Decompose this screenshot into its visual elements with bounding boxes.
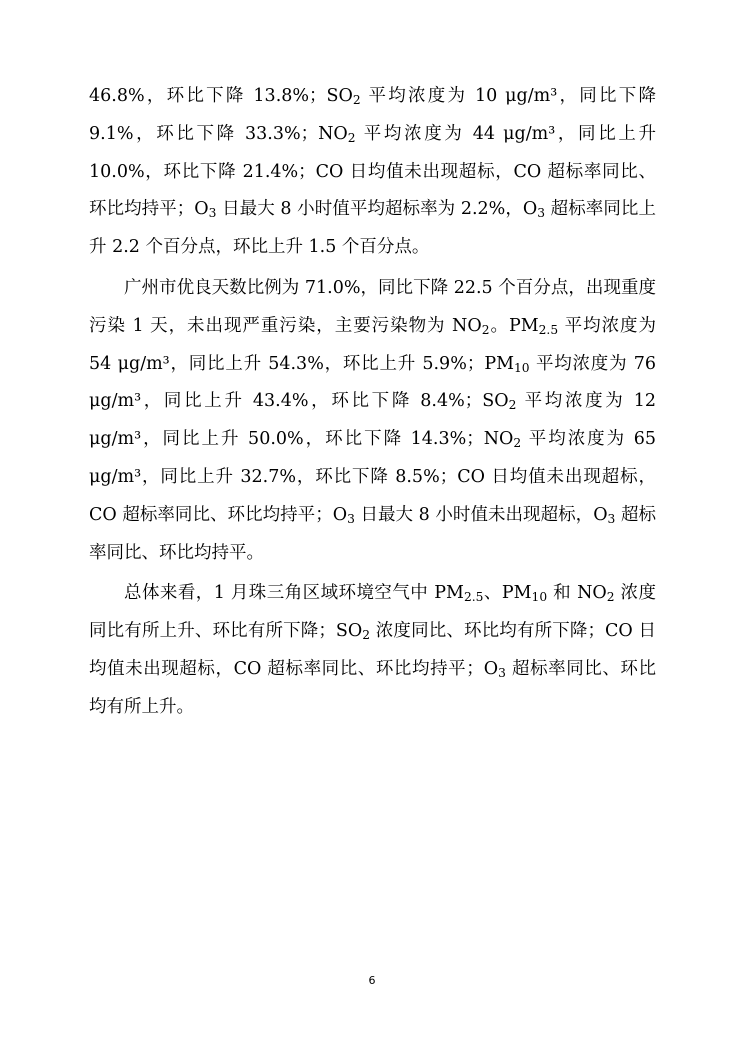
subscript: 2 xyxy=(481,322,490,337)
text-run: 46.8%，环比下降 13.8%；SO xyxy=(89,86,353,106)
text-run: 平均浓度为 44 μg/m³，同比上升 10.0%，环比下降 21.4%；CO 日均值未出现超标，CO 超标率同比、环比均持平；O xyxy=(89,123,656,220)
subscript: 10 xyxy=(514,360,530,375)
subscript: 2.5 xyxy=(538,322,559,337)
page-number: 6 xyxy=(368,974,376,987)
text-run: 日最大 8 小时值未出现超标，O xyxy=(354,504,608,525)
subscript: 2 xyxy=(362,628,371,643)
text-run: 、PM xyxy=(483,583,532,604)
text-run: 平均浓度为 65 μg/m³，同比上升 32.7%，环比下降 8.5%；CO 日均值未出现超标，CO 超标率同比、环比均持平；O xyxy=(89,429,656,525)
paragraph-1 xyxy=(89,78,656,267)
subscript: 2.5 xyxy=(463,590,484,605)
subscript: 2 xyxy=(513,436,522,451)
text-run: 总体来看，1 月珠三角区域环境空气中 PM xyxy=(124,583,464,604)
text-run: 浓度同比有所上升、环比有所下降；SO xyxy=(89,583,656,642)
text-run: 浓度同比、环比均有所下降；CO 日均值未出现超标，CO 超标率同比、环比均持平；O xyxy=(89,621,656,679)
subscript: 2 xyxy=(352,93,361,108)
subscript: 2 xyxy=(347,130,356,145)
text-run: 日最大 8 小时值平均超标率为 2.2%，O xyxy=(216,199,538,220)
subscript: 3 xyxy=(208,206,217,221)
page-body xyxy=(89,78,656,730)
paragraph-2 xyxy=(89,270,656,572)
text-run: 平均浓度为 54 μg/m³，同比上升 54.3%，环比上升 5.9%；PM xyxy=(89,315,657,374)
subscript: 2 xyxy=(508,398,517,413)
text-run: 平均浓度为 10 μg/m³，同比下降 9.1%，环比下降 33.3%；NO xyxy=(89,86,656,144)
subscript: 10 xyxy=(531,590,548,605)
text-run: 超标率同比、环比均持平。 xyxy=(89,504,656,563)
text-run: 平均浓度为 12 μg/m³，同比上升 50.0%，环比下降 14.3%；NO xyxy=(89,391,656,450)
subscript: 2 xyxy=(606,590,615,605)
text-run: 。PM xyxy=(489,315,539,336)
subscript: 3 xyxy=(537,206,546,221)
text-run: 超标率同比、环比均有所上升。 xyxy=(89,658,656,717)
paragraph-3 xyxy=(89,575,656,726)
subscript: 3 xyxy=(347,511,355,526)
text-run: 平均浓度为 76 μg/m³，同比上升 43.4%，环比下降 8.4%；SO xyxy=(89,353,656,412)
text-run: 和 NO xyxy=(547,583,607,604)
subscript: 3 xyxy=(607,511,616,526)
text-run: 广州市优良天数比例为 71.0%，同比下降 22.5 个百分点，出现重度污染 1 天，未出现严重污染，主要污染物为 NO xyxy=(89,277,656,336)
text-run: 超标率同比上升 2.2 个百分点，环比上升 1.5 个百分点。 xyxy=(89,199,656,258)
subscript: 3 xyxy=(498,666,506,681)
